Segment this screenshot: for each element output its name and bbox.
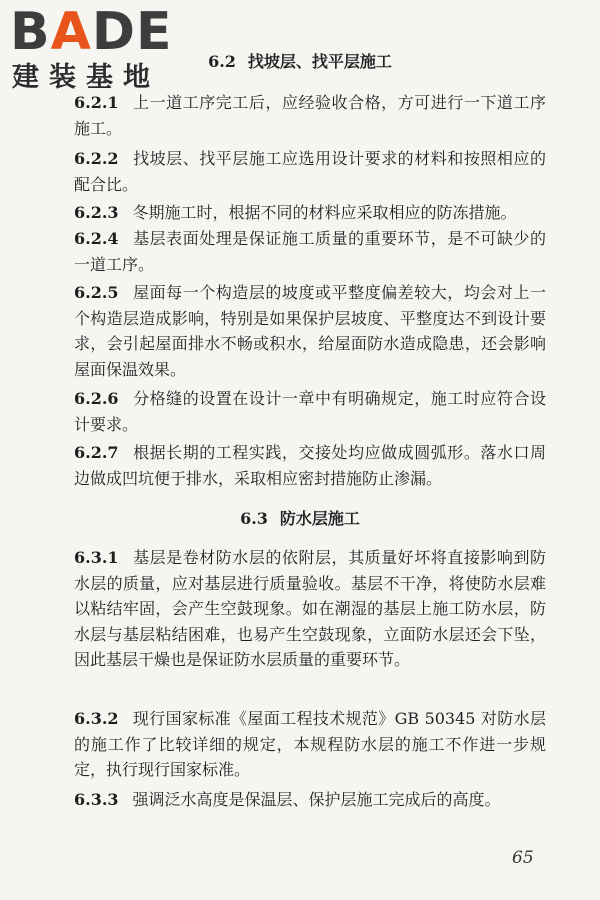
clause-6-2-3: 6.2.3 冬期施工时，根据不同的材料应采取相应的防冻措施。: [74, 203, 517, 222]
clause-6-3-2: 6.3.2 现行国家标准《屋面工程技术规范》GB 50345 对防水层的施工作了比较详细的规定，本规程防水层的施工不作进一步规定，执行现行国家标准。: [74, 709, 546, 780]
bade-logo: [10, 4, 180, 96]
logo-wordmark: BADE: [10, 2, 173, 62]
page-number: 65: [512, 848, 534, 868]
clause-6-2-6: 6.2.6 分格缝的设置在设计一章中有明确规定，施工时应符合设计要求。: [74, 389, 546, 434]
clause-6-2-4: 6.2.4 基层表面处理是保证施工质量的重要环节，是不可缺少的一道工序。: [74, 229, 546, 274]
logo-subtitle: 建装基地: [12, 62, 160, 93]
clause-6-2-5: 6.2.5 屋面每一个构造层的坡度或平整度偏差较大，均会对上一个构造层造成影响，特别是如果保护层坡度、平整度达不到设计要求，会引起屋面排水不畅或积水，给屋面防水造成隐患，还会影响屋面保温效果。: [74, 283, 546, 379]
clause-6-2-2: 6.2.2 找坡层、找平层施工应选用设计要求的材料和按照相应的配合比。: [74, 149, 546, 194]
section-heading-6-2: 6.2 找坡层、找平层施工: [208, 52, 392, 71]
section-heading-6-3: 6.3 防水层施工: [240, 509, 360, 528]
clause-6-2-7: 6.2.7 根据长期的工程实践，交接处均应做成圆弧形。落水口周边做成凹坑便于排水，采取相应密封措施防止渗漏。: [74, 443, 546, 488]
clause-6-3-1: 6.3.1 基层是卷材防水层的依附层，其质量好坏将直接影响到防水层的质量，应对基层进行质量验收。基层不干净，将使防水层难以粘结牢固，会产生空鼓现象。如在潮湿的基层上施工防水层，防水层与基层粘结困难，也易产生空鼓现象，立面防水层还会下坠，因此基层干燥也是保证防水层质量的重要环节。: [74, 548, 546, 670]
clause-6-3-3: 6.3.3 强调泛水高度是保温层、保护层施工完成后的高度。: [74, 790, 501, 809]
clause-6-2-1: 6.2.1 上一道工序完工后，应经验收合格，方可进行一下道工序施工。: [74, 93, 546, 138]
